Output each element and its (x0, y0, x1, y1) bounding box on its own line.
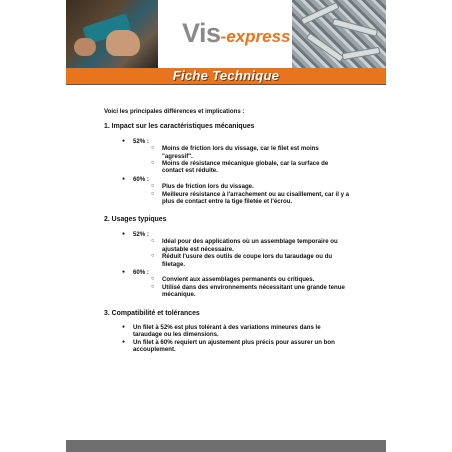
document-content (104, 108, 350, 362)
section-list (122, 138, 350, 206)
title-divider (66, 84, 386, 85)
section-list (122, 231, 350, 299)
item-label: 60% : (133, 175, 149, 183)
list-item (122, 176, 350, 206)
header-banner (66, 0, 386, 68)
sub-item: ○ Idéal pour des applications où un assemblage temporaire ou ajustable est nécessaire. (151, 238, 350, 253)
hand-shape (74, 38, 96, 56)
page-title: Fiche Technique (172, 68, 280, 83)
sub-item: ○ Meilleure résistance à l'arrachement ou au cisaillement, car il y a plus de contact entre la tige filetée et l'écrou. (151, 191, 350, 206)
brand-vis-text: Vis (182, 18, 221, 48)
title-bar (66, 68, 386, 84)
list-item: ● Un filet à 60% requiert un ajustement plus précis pour assurer un bon accouplement. (122, 339, 350, 354)
list-item (122, 138, 350, 175)
item-label: 52% : (133, 137, 149, 145)
screw-shape (306, 33, 344, 63)
sub-item: ○ Moins de friction lors du vissage, car le filet est moins "agressif". (151, 145, 350, 160)
document-page (66, 0, 386, 452)
list-item (122, 269, 350, 299)
sub-list (151, 238, 350, 268)
section-list (122, 324, 350, 354)
screws-photo (292, 0, 386, 68)
item-label: 52% : (133, 230, 149, 238)
footer-bar (66, 440, 386, 452)
item-label: 60% : (133, 268, 149, 276)
screw-shape (342, 47, 381, 60)
screw-shape (332, 18, 378, 37)
list-item (122, 231, 350, 268)
brand-logo (182, 18, 290, 49)
workshop-photo (66, 0, 158, 68)
sub-list (151, 183, 350, 205)
sub-item: ○ Convient aux assemblages permanents ou critiques. (151, 276, 350, 283)
section-heading: 3. Compatibilité et tolérances (104, 309, 200, 317)
intro-text: Voici les principales différences et implications : (104, 108, 245, 115)
sub-list (151, 145, 350, 175)
hand-shape (106, 30, 140, 56)
section-heading: 1. Impact sur les caractéristiques mécaniques (104, 123, 255, 131)
section-heading: 2. Usages typiques (104, 216, 167, 224)
sub-item: ○ Plus de friction lors du vissage. (151, 183, 350, 190)
sub-item: ○ Réduit l'usure des outils de coupe lors du taraudage ou du filetage. (151, 253, 350, 268)
list-item: ● Un filet à 52% est plus tolérant à des variations mineures dans le taraudage ou les dimensions. (122, 324, 350, 339)
sub-item: ○ Utilisé dans des environnements nécessitant une grande tenue mécanique. (151, 284, 350, 299)
brand-express-text: -express (220, 27, 291, 46)
sub-item: ○ Moins de résistance mécanique globale, car la surface de contact est réduite. (151, 160, 350, 175)
sub-list (151, 276, 350, 298)
